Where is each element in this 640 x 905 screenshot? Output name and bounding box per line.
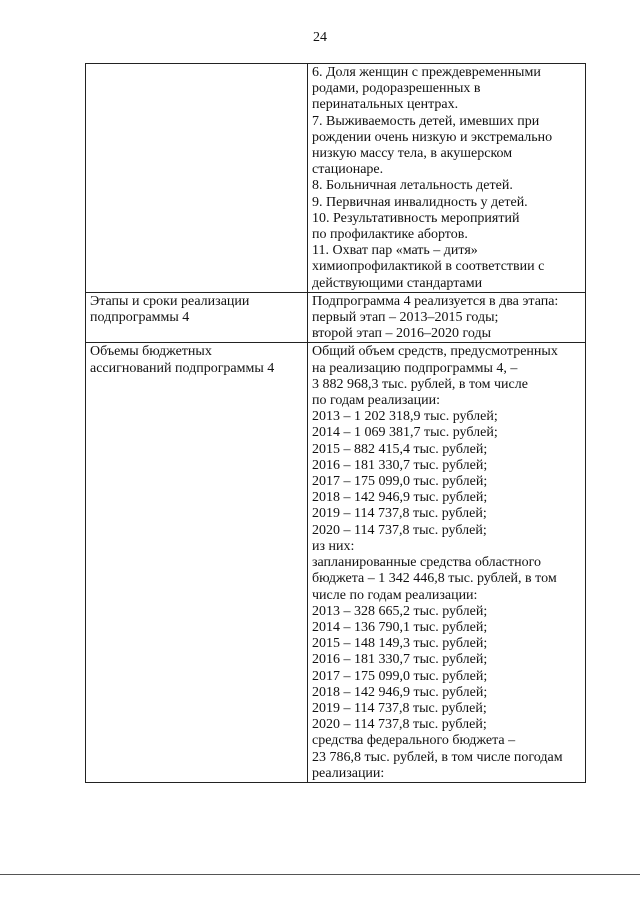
- subprogram-passport-table: [85, 63, 586, 783]
- page-number: 24: [313, 30, 327, 45]
- text-line: 9. Первичная инвалидность у детей.: [312, 194, 528, 210]
- text-line: по профилактике абортов.: [312, 227, 468, 243]
- text-line: перинатальных центрах.: [312, 97, 459, 113]
- text-line: по годам реализации:: [312, 393, 440, 409]
- text-line: 2013 – 328 665,2 тыс. рублей;: [312, 603, 488, 619]
- text-line: 2014 – 1 069 381,7 тыс. рублей;: [312, 425, 498, 441]
- text-line: 2014 – 136 790,1 тыс. рублей;: [312, 619, 488, 635]
- text-line: второй этап – 2016–2020 годы: [312, 326, 492, 342]
- text-line: 23 786,8 тыс. рублей, в том числе погодам: [312, 749, 563, 765]
- text-line: из них:: [312, 538, 355, 554]
- text-line: Общий объем средств, предусмотренных: [312, 344, 558, 360]
- text-line: бюджета – 1 342 446,8 тыс. рублей, в том: [312, 571, 557, 587]
- text-line: 2015 – 882 415,4 тыс. рублей;: [312, 441, 488, 457]
- text-line: 6. Доля женщин с преждевременными: [312, 65, 541, 80]
- text-line: запланированные средства областного: [312, 555, 542, 571]
- text-line: 2016 – 181 330,7 тыс. рублей;: [312, 652, 488, 668]
- text-line: 2017 – 175 099,0 тыс. рублей;: [312, 668, 488, 684]
- text-line: низкую массу тела, в акушерском: [312, 146, 513, 162]
- text-line: 2019 – 114 737,8 тыс. рублей;: [312, 700, 487, 716]
- text-line: 11. Охват пар «мать – дитя»: [312, 243, 478, 259]
- text-line: действующими стандартами: [312, 275, 483, 291]
- text-line: 2017 – 175 099,0 тыс. рублей;: [312, 474, 488, 490]
- text-line: 2018 – 142 946,9 тыс. рублей;: [312, 684, 488, 700]
- text-line: химиопрофилактикой в соответствии с: [312, 259, 545, 275]
- table-row-budget: [86, 343, 586, 782]
- row-label-cell: [86, 343, 308, 782]
- text-line: 10. Результативность мероприятий: [312, 210, 520, 226]
- text-line: 2016 – 181 330,7 тыс. рублей;: [312, 457, 488, 473]
- text-line: 2020 – 114 737,8 тыс. рублей;: [312, 717, 487, 733]
- label-line: подпрограммы 4: [90, 310, 190, 326]
- label-line: Этапы и сроки реализации: [90, 293, 250, 309]
- row-content-cell: [308, 292, 586, 343]
- row-content-cell: [308, 64, 586, 293]
- text-line: реализации:: [312, 765, 385, 781]
- table-row-indicators: [86, 64, 586, 293]
- table-row-stages: [86, 292, 586, 343]
- label-line: Объемы бюджетных: [90, 344, 212, 360]
- text-line: стационаре.: [312, 162, 384, 178]
- text-line: 3 882 968,3 тыс. рублей, в том числе: [312, 376, 528, 392]
- text-line: первый этап – 2013–2015 годы;: [312, 310, 499, 326]
- text-line: числе по годам реализации:: [312, 587, 478, 603]
- text-line: на реализацию подпрограммы 4, –: [312, 360, 518, 376]
- text-line: 2020 – 114 737,8 тыс. рублей;: [312, 522, 487, 538]
- page-bottom-rule: [0, 874, 640, 875]
- row-content-cell: [308, 343, 586, 782]
- text-line: Подпрограмма 4 реализуется в два этапа:: [312, 293, 559, 309]
- row-label-cell: [86, 292, 308, 343]
- text-line: 2019 – 114 737,8 тыс. рублей;: [312, 506, 487, 522]
- text-line: 2013 – 1 202 318,9 тыс. рублей;: [312, 409, 498, 425]
- text-line: 2018 – 142 946,9 тыс. рублей;: [312, 490, 488, 506]
- text-line: 8. Больничная летальность детей.: [312, 178, 513, 194]
- text-line: 7. Выживаемость детей, имевших при: [312, 113, 540, 129]
- text-line: средства федерального бюджета –: [312, 733, 516, 749]
- text-line: рождении очень низкую и экстремально: [312, 129, 553, 145]
- text-line: 2015 – 148 149,3 тыс. рублей;: [312, 636, 488, 652]
- text-line: родами, родоразрешенных в: [312, 81, 481, 97]
- row-label-cell: [86, 64, 308, 293]
- label-line: ассигнований подпрограммы 4: [90, 360, 275, 376]
